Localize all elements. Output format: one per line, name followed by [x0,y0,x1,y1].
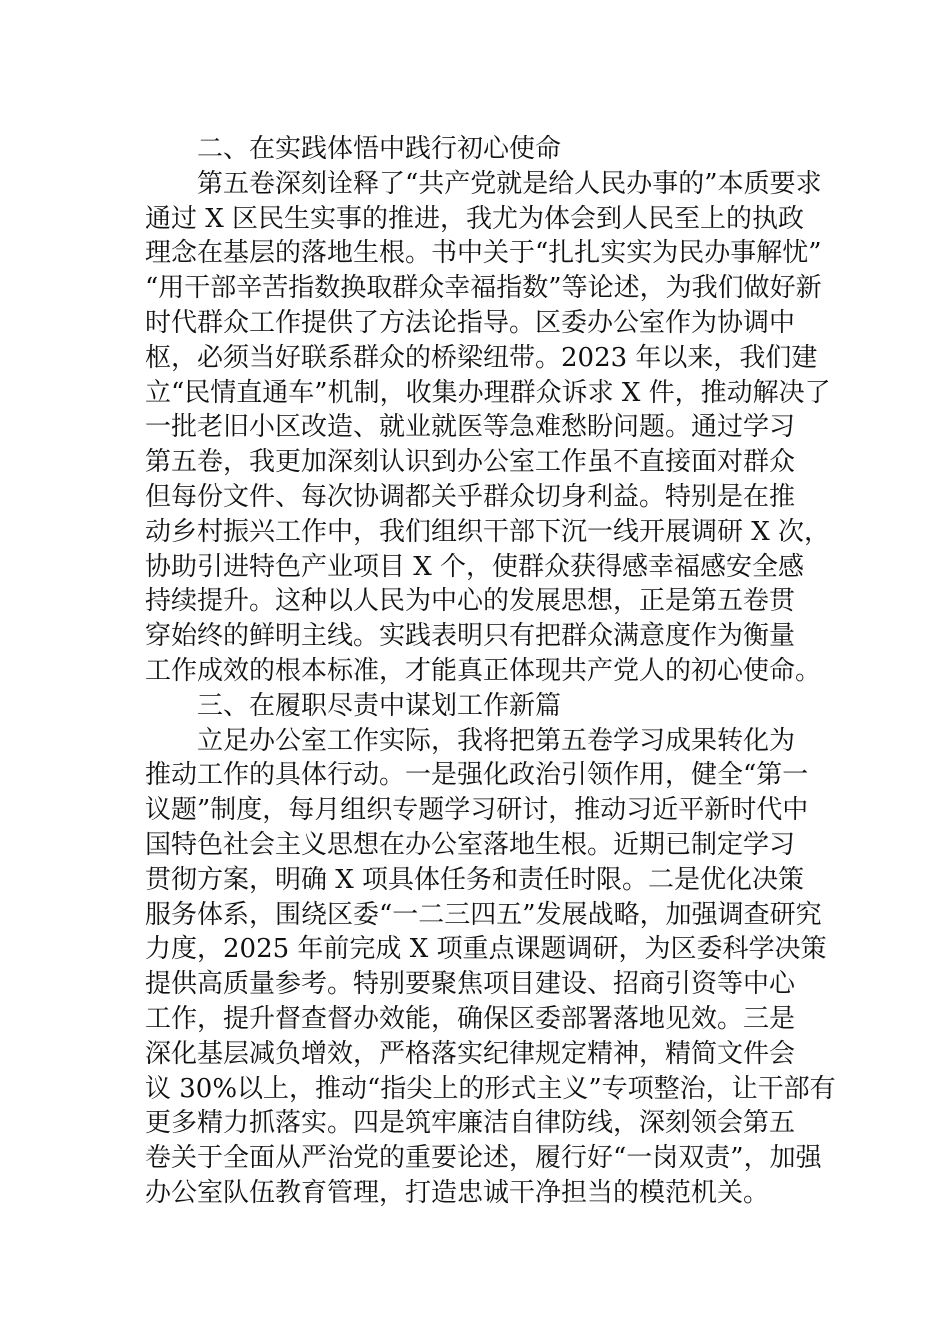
paragraph-line: 议题”制度，每月组织专题学习研讨，推动习近平新时代中 [145,795,809,826]
paragraph-line: 提供高质量参考。特别要聚焦项目建设、招商引资等中心 [145,969,796,1000]
paragraph-line: 立“民情直通车”机制，收集办理群众诉求 X 件，推动解决了 [145,377,831,408]
paragraph-line: 立足办公室工作实际，我将把第五卷学习成果转化为 [197,725,796,756]
section-heading-3: 三、在履职尽责中谋划工作新篇 [197,690,562,721]
paragraph-line: 理念在基层的落地生根。书中关于“扎扎实实为民办事解忧” [145,238,822,269]
document-body [145,132,835,1211]
paragraph-line: 议 30%以上，推动“指尖上的形式主义”专项整治，让干部有 [145,1073,836,1104]
section-heading-2: 二、在实践体悟中践行初心使命 [197,134,562,164]
paragraph-line: 穿始终的鲜明主线。实践表明只有把群众满意度作为衡量 [145,621,796,652]
paragraph-line: 动乡村振兴工作中，我们组织干部下沉一线开展调研 X 次， [145,516,831,547]
paragraph-line: 贯彻方案，明确 X 项具体任务和责任时限。二是优化决策 [145,864,805,895]
paragraph-line: 服务体系，围绕区委“一二三四五”发展战略，加强调查研究 [145,899,822,930]
paragraph-line: 推动工作的具体行动。一是强化政治引领作用，健全“第一 [145,760,809,791]
paragraph-line: 第五卷深刻诠释了“共产党就是给人民办事的”本质要求 [197,168,822,199]
paragraph-line: 工作，提升督查督办效能，确保区委部署落地见效。三是 [145,1003,796,1034]
paragraph-line: “用干部辛苦指数换取群众幸福指数”等论述，为我们做好新 [145,273,822,304]
paragraph-line: 通过 X 区民生实事的推进，我尤为体会到人民至上的执政 [145,203,805,234]
paragraph-line: 更多精力抓落实。四是筑牢廉洁自律防线，深刻领会第五 [145,1108,796,1139]
paragraph-line: 工作成效的根本标准，才能真正体现共产党人的初心使命。 [145,655,822,686]
paragraph-line: 但每份文件、每次协调都关乎群众切身利益。特别是在推 [145,481,796,512]
paragraph-line: 枢，必须当好联系群众的桥梁纽带。2023 年以来，我们建 [145,342,818,373]
paragraph-line: 第五卷，我更加深刻认识到办公室工作虽不直接面对群众 [145,447,796,478]
paragraph-line: 一批老旧小区改造、就业就医等急难愁盼问题。通过学习 [145,412,796,443]
paragraph-line: 办公室队伍教育管理，打造忠诚干净担当的模范机关。 [145,1177,770,1208]
paragraph-line: 深化基层减负增效，严格落实纪律规定精神，精简文件会 [145,1038,796,1069]
paragraph-line: 卷关于全面从严治党的重要论述，履行好“一岗双责”，加强 [145,1143,822,1174]
paragraph-line: 协助引进特色产业项目 X 个，使群众获得感幸福感安全感 [145,551,805,582]
paragraph-line: 力度，2025 年前完成 X 项重点课题调研，为区委科学决策 [145,934,827,965]
paragraph-line: 持续提升。这种以人民为中心的发展思想，正是第五卷贯 [145,586,796,617]
paragraph-line: 国特色社会主义思想在办公室落地生根。近期已制定学习 [145,829,796,860]
paragraph-line: 时代群众工作提供了方法论指导。区委办公室作为协调中 [145,307,796,338]
